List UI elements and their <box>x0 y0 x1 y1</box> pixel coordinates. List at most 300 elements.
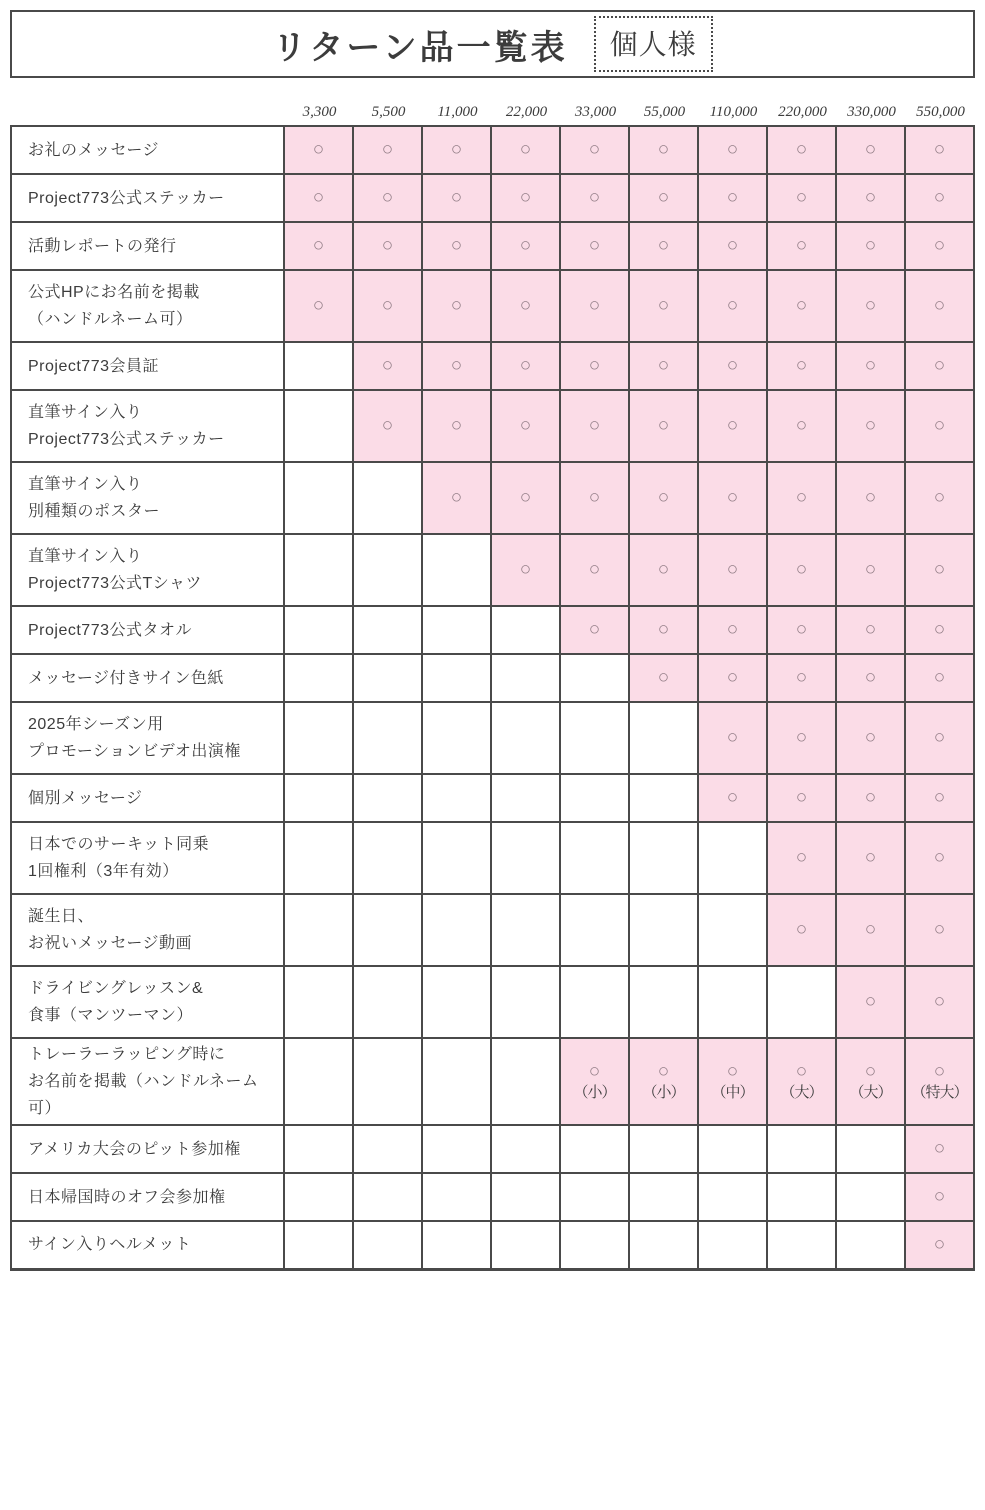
availability-cell <box>353 702 422 774</box>
availability-mark-group <box>424 187 489 209</box>
availability-cell <box>353 966 422 1038</box>
availability-mark-group <box>493 415 558 437</box>
availability-cell <box>905 774 974 822</box>
reward-label-line: 直筆サイン入り <box>28 548 143 565</box>
availability-cell <box>629 966 698 1038</box>
availability-cell <box>698 342 767 390</box>
circle-icon: ○ <box>381 187 394 209</box>
availability-cell <box>905 462 974 534</box>
availability-cell <box>422 222 491 270</box>
reward-label-line: Project773会員証 <box>28 357 159 375</box>
reward-label-line: Project773公式ステッカー <box>28 189 225 207</box>
availability-mark-group <box>562 355 627 377</box>
availability-cell <box>767 534 836 606</box>
availability-mark-group <box>907 487 972 509</box>
availability-cell <box>698 1038 767 1125</box>
circle-icon: ○ <box>588 415 601 437</box>
availability-cell <box>836 390 905 462</box>
availability-mark-group <box>769 487 834 509</box>
reward-row <box>11 1038 974 1125</box>
reward-label-line: 2025年シーズン用 <box>28 716 164 733</box>
availability-mark-group <box>631 619 696 641</box>
availability-cell <box>698 702 767 774</box>
availability-mark-group <box>907 355 972 377</box>
availability-cell <box>836 1173 905 1221</box>
availability-cell <box>905 966 974 1038</box>
availability-mark-group <box>286 295 351 317</box>
circle-icon: ○ <box>381 355 394 377</box>
availability-mark-group <box>355 187 420 209</box>
availability-cell <box>353 126 422 174</box>
availability-cell <box>491 390 560 462</box>
availability-mark-group <box>907 1234 972 1256</box>
reward-row <box>11 1221 974 1269</box>
circle-icon: ○ <box>933 847 946 869</box>
availability-mark-group <box>631 1061 696 1101</box>
circle-icon: ○ <box>519 415 532 437</box>
reward-row <box>11 390 974 462</box>
availability-cell <box>629 702 698 774</box>
availability-cell <box>284 606 353 654</box>
reward-label-line: 別種類のポスター <box>28 503 161 520</box>
availability-cell <box>491 534 560 606</box>
availability-mark-group <box>700 619 765 641</box>
availability-cell <box>905 1173 974 1221</box>
availability-mark-group <box>355 235 420 257</box>
circle-icon: ○ <box>519 235 532 257</box>
availability-cell <box>767 1173 836 1221</box>
reward-row <box>11 1173 974 1221</box>
availability-cell <box>698 270 767 342</box>
reward-row <box>11 270 974 342</box>
availability-cell <box>905 126 974 174</box>
availability-mark-group <box>700 295 765 317</box>
circle-icon: ○ <box>657 415 670 437</box>
circle-icon: ○ <box>381 139 394 161</box>
availability-mark-group <box>562 1061 627 1101</box>
circle-icon: ○ <box>795 355 808 377</box>
circle-icon: ○ <box>519 355 532 377</box>
circle-icon: ○ <box>450 415 463 437</box>
availability-cell <box>629 462 698 534</box>
circle-icon: ○ <box>864 991 877 1013</box>
availability-cell <box>836 966 905 1038</box>
circle-icon: ○ <box>933 919 946 941</box>
availability-cell <box>284 702 353 774</box>
circle-icon: ○ <box>864 187 877 209</box>
availability-mark-group <box>631 295 696 317</box>
reward-row <box>11 822 974 894</box>
circle-icon: ○ <box>864 139 877 161</box>
availability-mark-group <box>631 139 696 161</box>
circle-icon: ○ <box>588 139 601 161</box>
availability-cell <box>560 174 629 222</box>
circle-icon: ○ <box>864 919 877 941</box>
size-note: （中） <box>711 1084 754 1102</box>
availability-cell <box>353 174 422 222</box>
availability-cell <box>284 174 353 222</box>
availability-cell <box>629 774 698 822</box>
availability-mark-group <box>838 139 903 161</box>
circle-icon: ○ <box>933 139 946 161</box>
circle-icon: ○ <box>864 559 877 581</box>
reward-label-cell <box>11 966 284 1038</box>
availability-mark-group <box>838 487 903 509</box>
reward-label-line: （ハンドルネーム可） <box>28 311 193 328</box>
circle-icon: ○ <box>519 187 532 209</box>
availability-mark-group <box>907 667 972 689</box>
availability-cell <box>767 606 836 654</box>
availability-cell <box>284 390 353 462</box>
availability-cell <box>284 342 353 390</box>
availability-cell <box>491 606 560 654</box>
reward-row <box>11 606 974 654</box>
availability-cell <box>560 270 629 342</box>
reward-label-cell <box>11 342 284 390</box>
availability-cell <box>767 342 836 390</box>
reward-label-cell <box>11 606 284 654</box>
circle-icon: ○ <box>657 487 670 509</box>
availability-mark-group <box>493 559 558 581</box>
circle-icon: ○ <box>864 355 877 377</box>
circle-icon: ○ <box>450 487 463 509</box>
reward-label-cell <box>11 534 284 606</box>
availability-cell <box>767 390 836 462</box>
availability-cell <box>422 126 491 174</box>
availability-cell <box>353 222 422 270</box>
availability-cell <box>629 222 698 270</box>
availability-cell <box>353 1125 422 1173</box>
circle-icon: ○ <box>588 619 601 641</box>
availability-cell <box>422 654 491 702</box>
circle-icon: ○ <box>864 619 877 641</box>
reward-label-line: 直筆サイン入り <box>28 404 143 421</box>
circle-icon: ○ <box>864 667 877 689</box>
availability-cell <box>698 1173 767 1221</box>
availability-mark-group <box>838 235 903 257</box>
availability-cell <box>422 342 491 390</box>
availability-mark-group <box>907 619 972 641</box>
reward-label-line: 1回権利（3年有効） <box>28 863 179 880</box>
availability-mark-group <box>838 847 903 869</box>
availability-mark-group <box>700 355 765 377</box>
availability-mark-group <box>769 187 834 209</box>
availability-cell <box>836 1125 905 1173</box>
availability-cell <box>698 894 767 966</box>
availability-mark-group <box>769 1061 834 1101</box>
availability-mark-group <box>838 787 903 809</box>
reward-row <box>11 174 974 222</box>
availability-cell <box>836 654 905 702</box>
availability-cell <box>560 774 629 822</box>
circle-icon: ○ <box>933 295 946 317</box>
availability-cell <box>629 1221 698 1269</box>
availability-cell <box>491 966 560 1038</box>
size-note: （特大） <box>911 1084 968 1102</box>
availability-mark-group <box>424 139 489 161</box>
availability-cell <box>422 462 491 534</box>
reward-label-line: お祝いメッセージ動画 <box>28 935 193 952</box>
reward-label-line: Project773公式タオル <box>28 621 192 639</box>
availability-cell <box>491 654 560 702</box>
circle-icon: ○ <box>933 991 946 1013</box>
availability-cell <box>629 654 698 702</box>
circle-icon: ○ <box>933 1061 946 1083</box>
availability-cell <box>422 702 491 774</box>
reward-label-line: プロモーションビデオ出演権 <box>28 743 241 760</box>
circle-icon: ○ <box>726 667 739 689</box>
availability-mark-group <box>424 295 489 317</box>
circle-icon: ○ <box>864 295 877 317</box>
circle-icon: ○ <box>657 295 670 317</box>
availability-cell <box>353 1173 422 1221</box>
availability-cell <box>560 654 629 702</box>
availability-mark-group <box>838 1061 903 1101</box>
availability-cell <box>353 822 422 894</box>
availability-mark-group <box>562 295 627 317</box>
availability-mark-group <box>700 727 765 749</box>
circle-icon: ○ <box>450 139 463 161</box>
availability-cell <box>767 222 836 270</box>
tier-header-row <box>10 78 975 125</box>
availability-mark-group <box>907 235 972 257</box>
circle-icon: ○ <box>588 235 601 257</box>
tier-label: 22,000 <box>505 104 548 120</box>
availability-cell <box>560 462 629 534</box>
availability-mark-group <box>700 787 765 809</box>
availability-cell <box>284 462 353 534</box>
reward-row <box>11 534 974 606</box>
circle-icon: ○ <box>795 919 808 941</box>
reward-row <box>11 966 974 1038</box>
reward-label-cell <box>11 822 284 894</box>
circle-icon: ○ <box>657 559 670 581</box>
availability-cell <box>698 534 767 606</box>
availability-cell <box>905 606 974 654</box>
availability-mark-group <box>907 991 972 1013</box>
availability-mark-group <box>769 415 834 437</box>
title-box <box>10 10 975 78</box>
circle-icon: ○ <box>933 355 946 377</box>
availability-cell <box>698 222 767 270</box>
availability-cell <box>284 270 353 342</box>
availability-cell <box>905 534 974 606</box>
circle-icon: ○ <box>657 187 670 209</box>
availability-cell <box>560 702 629 774</box>
availability-cell <box>422 534 491 606</box>
circle-icon: ○ <box>795 1061 808 1083</box>
availability-cell <box>698 654 767 702</box>
availability-mark-group <box>286 139 351 161</box>
circle-icon: ○ <box>726 139 739 161</box>
reward-row <box>11 126 974 174</box>
availability-cell <box>905 1038 974 1125</box>
circle-icon: ○ <box>450 295 463 317</box>
circle-icon: ○ <box>726 1061 739 1083</box>
circle-icon: ○ <box>864 847 877 869</box>
tier-label: 11,000 <box>437 104 478 120</box>
availability-cell <box>491 270 560 342</box>
availability-cell <box>353 462 422 534</box>
reward-label-cell <box>11 654 284 702</box>
availability-cell <box>284 822 353 894</box>
availability-mark-group <box>355 415 420 437</box>
circle-icon: ○ <box>933 727 946 749</box>
reward-row <box>11 702 974 774</box>
availability-cell <box>560 1221 629 1269</box>
audience-badge: 個人様 <box>594 16 713 72</box>
circle-icon: ○ <box>933 1233 946 1255</box>
availability-mark-group <box>769 139 834 161</box>
availability-mark-group <box>286 187 351 209</box>
availability-mark-group <box>838 559 903 581</box>
circle-icon: ○ <box>657 619 670 641</box>
page-title: リターン品一覧表 <box>272 28 568 67</box>
reward-label-line: 日本帰国時のオフ会参加権 <box>28 1188 226 1206</box>
availability-cell <box>767 126 836 174</box>
availability-cell <box>629 1173 698 1221</box>
availability-mark-group <box>838 991 903 1013</box>
tier-label: 3,300 <box>302 104 337 120</box>
availability-mark-group <box>424 487 489 509</box>
availability-mark-group <box>769 619 834 641</box>
reward-row <box>11 654 974 702</box>
availability-cell <box>560 222 629 270</box>
availability-cell <box>629 822 698 894</box>
circle-icon: ○ <box>726 355 739 377</box>
availability-cell <box>905 390 974 462</box>
circle-icon: ○ <box>588 559 601 581</box>
circle-icon: ○ <box>795 847 808 869</box>
size-note: （大） <box>780 1084 823 1102</box>
availability-mark-group <box>907 727 972 749</box>
circle-icon: ○ <box>726 235 739 257</box>
availability-cell <box>353 774 422 822</box>
availability-cell <box>491 342 560 390</box>
availability-cell <box>698 774 767 822</box>
reward-label-cell <box>11 222 284 270</box>
availability-mark-group <box>838 415 903 437</box>
circle-icon: ○ <box>657 1061 670 1083</box>
reward-label-line: 日本でのサーキット同乗 <box>28 836 210 853</box>
availability-cell <box>836 270 905 342</box>
availability-cell <box>422 1221 491 1269</box>
size-note: （大） <box>849 1084 892 1102</box>
availability-cell <box>767 1038 836 1125</box>
reward-label-cell <box>11 1125 284 1173</box>
reward-row <box>11 774 974 822</box>
reward-label-line: Project773公式Tシャツ <box>28 575 202 592</box>
reward-label-line: ドライビングレッスン& <box>28 980 204 997</box>
availability-mark-group <box>562 559 627 581</box>
availability-cell <box>767 894 836 966</box>
availability-cell <box>422 1173 491 1221</box>
availability-cell <box>629 606 698 654</box>
availability-cell <box>836 534 905 606</box>
reward-label-line: 公式HPにお名前を掲載 <box>28 284 200 301</box>
circle-icon: ○ <box>519 487 532 509</box>
availability-mark-group <box>355 355 420 377</box>
availability-mark-group <box>769 667 834 689</box>
availability-mark-group <box>631 235 696 257</box>
availability-cell <box>767 270 836 342</box>
reward-label-line: お礼のメッセージ <box>28 141 160 159</box>
availability-cell <box>353 1038 422 1125</box>
circle-icon: ○ <box>933 1138 946 1160</box>
availability-cell <box>836 1038 905 1125</box>
availability-cell <box>560 894 629 966</box>
availability-mark-group <box>631 187 696 209</box>
circle-icon: ○ <box>657 355 670 377</box>
availability-cell <box>767 822 836 894</box>
circle-icon: ○ <box>795 787 808 809</box>
availability-cell <box>491 1221 560 1269</box>
availability-mark-group <box>838 727 903 749</box>
reward-row <box>11 222 974 270</box>
availability-mark-group <box>631 559 696 581</box>
availability-mark-group <box>769 355 834 377</box>
reward-label-cell <box>11 1038 284 1125</box>
circle-icon: ○ <box>726 787 739 809</box>
availability-cell <box>491 822 560 894</box>
circle-icon: ○ <box>312 139 325 161</box>
reward-label-line: 食事（マンツーマン） <box>28 1007 194 1024</box>
circle-icon: ○ <box>519 559 532 581</box>
tier-label: 220,000 <box>778 104 827 120</box>
reward-label-line: 活動レポートの発行 <box>28 237 177 255</box>
availability-mark-group <box>769 919 834 941</box>
tier-label: 550,000 <box>916 104 965 120</box>
reward-label-cell <box>11 1221 284 1269</box>
availability-mark-group <box>562 415 627 437</box>
circle-icon: ○ <box>657 139 670 161</box>
availability-cell <box>905 222 974 270</box>
circle-icon: ○ <box>933 415 946 437</box>
availability-cell <box>629 1125 698 1173</box>
availability-cell <box>629 894 698 966</box>
circle-icon: ○ <box>795 295 808 317</box>
availability-cell <box>767 654 836 702</box>
availability-mark-group <box>769 727 834 749</box>
circle-icon: ○ <box>933 667 946 689</box>
circle-icon: ○ <box>795 619 808 641</box>
availability-cell <box>284 894 353 966</box>
availability-cell <box>836 222 905 270</box>
availability-cell <box>905 1221 974 1269</box>
circle-icon: ○ <box>726 295 739 317</box>
circle-icon: ○ <box>864 727 877 749</box>
circle-icon: ○ <box>657 235 670 257</box>
availability-mark-group <box>838 919 903 941</box>
availability-mark-group <box>700 487 765 509</box>
circle-icon: ○ <box>381 415 394 437</box>
availability-mark-group <box>907 1186 972 1208</box>
availability-cell <box>767 1221 836 1269</box>
circle-icon: ○ <box>588 355 601 377</box>
availability-cell <box>491 174 560 222</box>
availability-cell <box>491 462 560 534</box>
reward-label-cell <box>11 126 284 174</box>
availability-cell <box>422 894 491 966</box>
availability-mark-group <box>493 139 558 161</box>
availability-mark-group <box>631 415 696 437</box>
availability-cell <box>353 894 422 966</box>
circle-icon: ○ <box>450 187 463 209</box>
availability-cell <box>629 126 698 174</box>
availability-mark-group <box>769 559 834 581</box>
circle-icon: ○ <box>726 487 739 509</box>
circle-icon: ○ <box>864 787 877 809</box>
